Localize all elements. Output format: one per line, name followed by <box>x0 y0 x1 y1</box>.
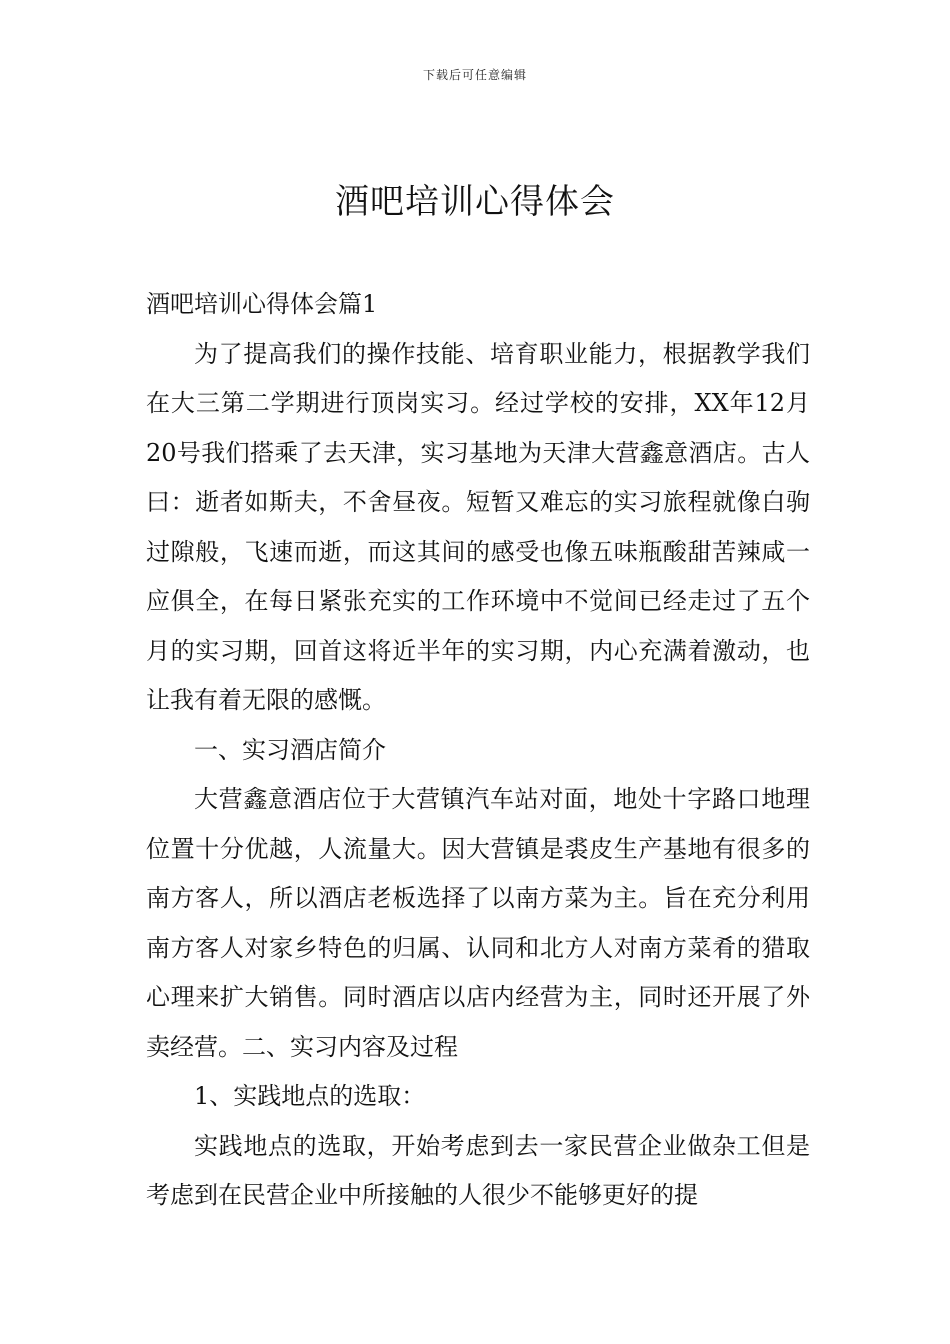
header-note: 下载后可任意编辑 <box>422 68 527 82</box>
document-body <box>146 280 810 1221</box>
paragraph-location: 实践地点的选取，开始考虑到去一家民营企业做杂工但是考虑到在民营企业中所接触的人很少不能够更好的提 <box>146 1131 810 1209</box>
paragraph-intro: 为了提高我们的操作技能、培育职业能力，根据教学我们在大三第二学期进行顶岗实习。经过学校的安排，XX年12月20号我们搭乘了去天津，实习基地为天津大营鑫意酒店。古人曰：逝者如斯夫，不舍昼夜。短暂又难忘的实习旅程就像白驹过隙般，飞速而逝，而这其间的感受也像五味瓶酸甜苦辣咸一应俱全，在每日紧张充实的工作环境中不觉间已经走过了五个月的实习期，回首这将近半年的实习期，内心充满着激动，也让我有着无限的感慨。 <box>146 339 810 714</box>
heading-hotel-intro: 一、实习酒店简介 <box>194 735 386 764</box>
document-title: 酒吧培训心得体会 <box>335 182 615 222</box>
paragraph-hotel: 大营鑫意酒店位于大营镇汽车站对面，地处十字路口地理位置十分优越，人流量大。因大营镇是裘皮生产基地有很多的南方客人，所以酒店老板选择了以南方菜为主。旨在充分利用南方客人对家乡特色的归属、认同和北方人对南方菜肴的猎取心理来扩大销售。同时酒店以店内经营为主，同时还开展了外卖经营。二、实习内容及过程 <box>146 785 810 1061</box>
section-label: 酒吧培训心得体会篇1 <box>146 290 378 318</box>
heading-location-choice: 1、实践地点的选取： <box>194 1082 426 1110</box>
